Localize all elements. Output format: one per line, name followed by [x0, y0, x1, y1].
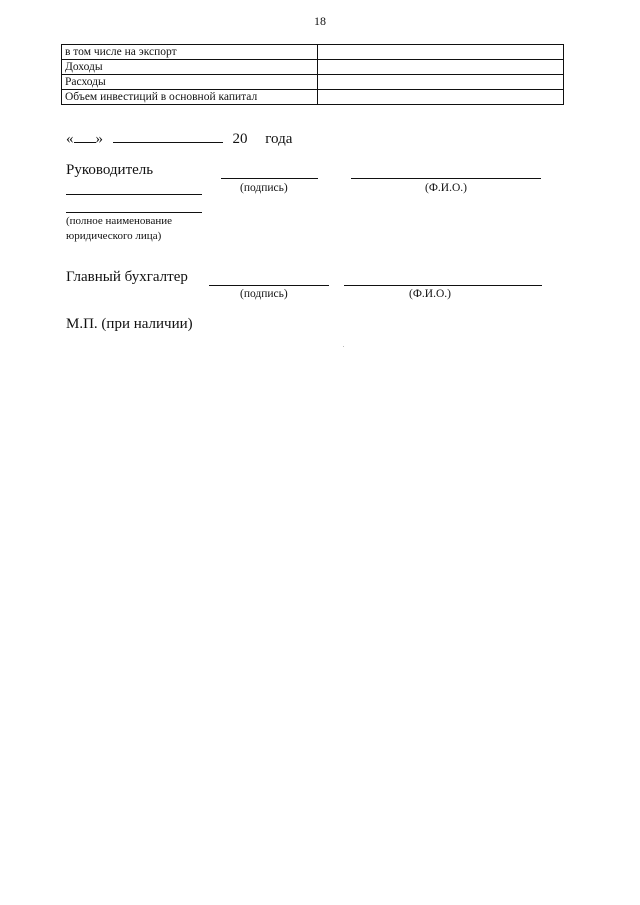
table-row: [62, 60, 564, 75]
org-caption-line2: юридического лица): [66, 230, 162, 242]
accountant-name-field[interactable]: [344, 285, 542, 286]
stamp-label: М.П. (при наличии): [66, 316, 193, 332]
row-value-field[interactable]: [318, 60, 564, 75]
row-label: Доходы: [62, 60, 318, 75]
row-label: Объем инвестиций в основной капитал: [62, 90, 318, 105]
org-name-field-2[interactable]: [66, 212, 202, 213]
row-value-field[interactable]: [318, 75, 564, 90]
date-line: [66, 128, 292, 148]
row-label: в том числе на экспорт: [62, 45, 318, 60]
head-signature-field[interactable]: [221, 178, 318, 179]
accountant-signature-caption: (подпись): [240, 288, 288, 300]
year-prefix: 20: [232, 131, 248, 147]
scan-speck: [343, 346, 344, 347]
year-suffix: года: [265, 131, 293, 147]
org-caption-line1: (полное наименование: [66, 215, 173, 227]
date-close-quote: »: [95, 131, 103, 147]
head-signature-caption: (подпись): [240, 182, 288, 194]
financial-table: [61, 44, 564, 105]
head-title: Руководитель: [66, 162, 154, 178]
day-field[interactable]: [74, 128, 96, 143]
table-row: [62, 75, 564, 90]
head-name-caption: (Ф.И.О.): [425, 182, 467, 194]
row-value-field[interactable]: [318, 45, 564, 60]
date-open-quote: «: [66, 131, 74, 147]
head-name-field[interactable]: [351, 178, 541, 179]
month-field[interactable]: [113, 128, 223, 143]
table-row: [62, 90, 564, 105]
accountant-signature-field[interactable]: [209, 285, 329, 286]
row-value-field[interactable]: [318, 90, 564, 105]
accountant-name-caption: (Ф.И.О.): [409, 288, 451, 300]
table-row: [62, 45, 564, 60]
row-label: Расходы: [62, 75, 318, 90]
page-number: 18: [314, 14, 326, 28]
org-name-field-1[interactable]: [66, 194, 202, 195]
accountant-title: Главный бухгалтер: [66, 269, 188, 285]
